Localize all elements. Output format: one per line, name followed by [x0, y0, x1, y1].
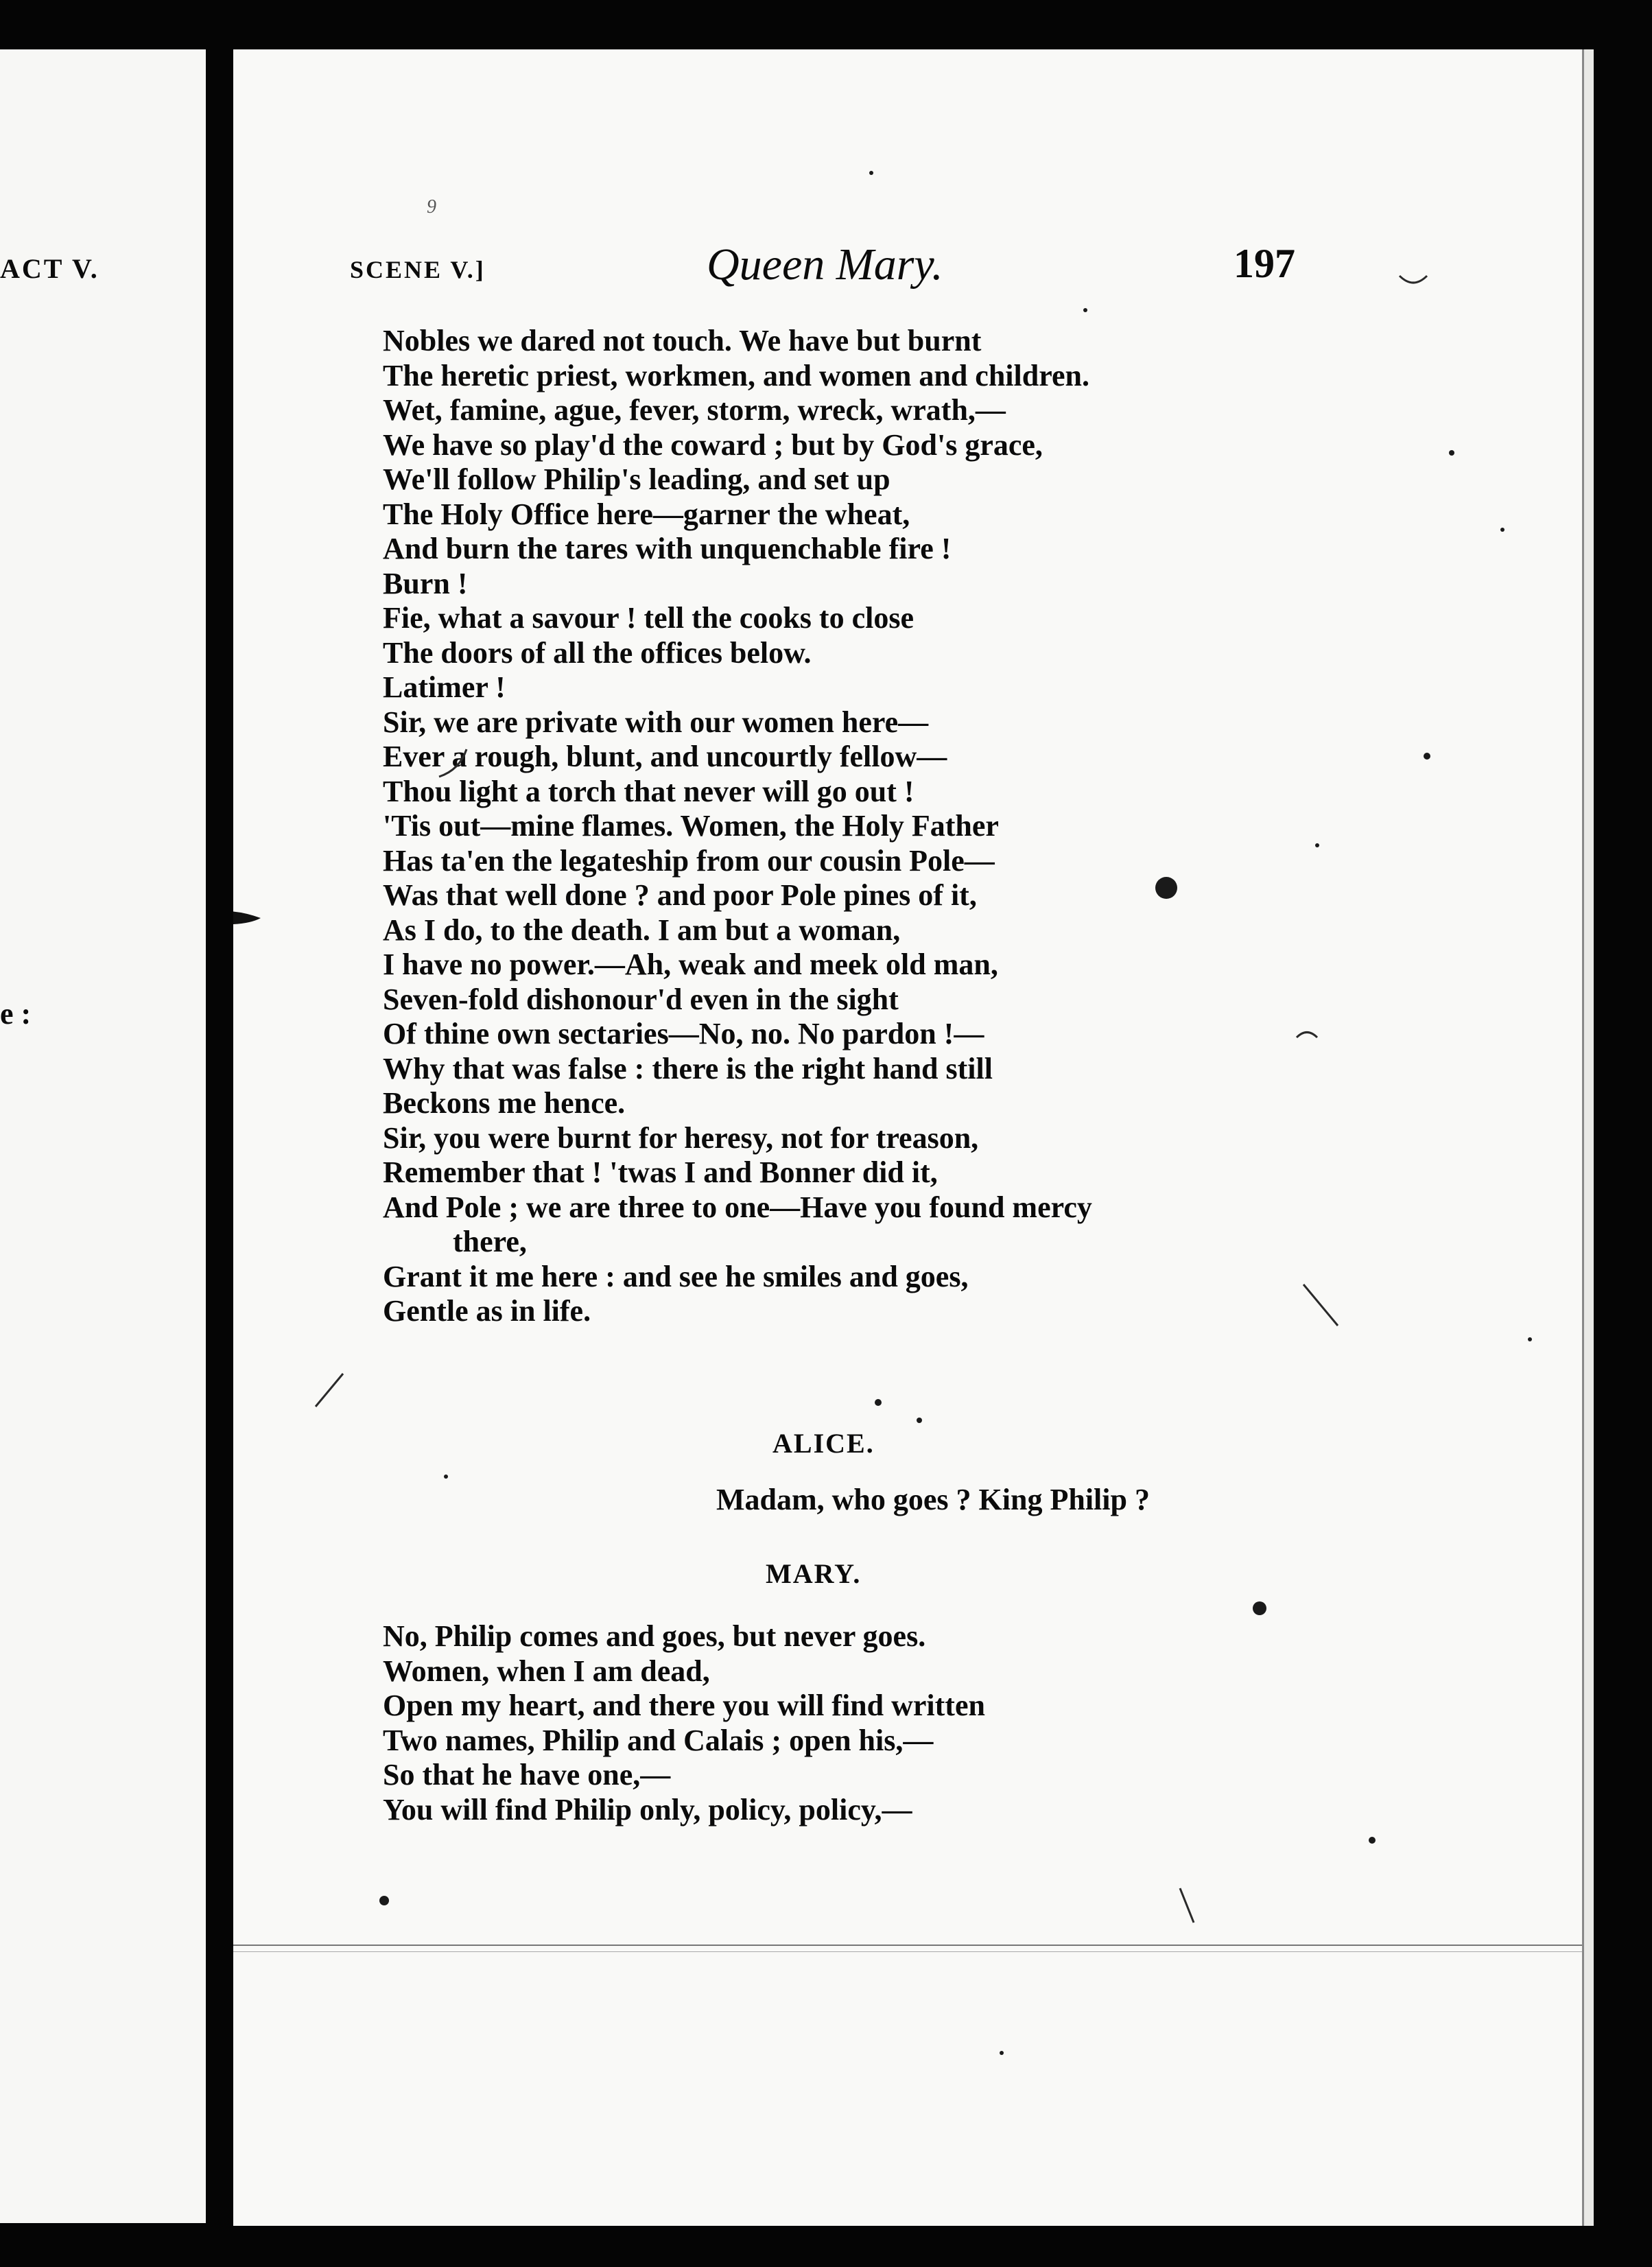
- running-head-scene: SCENE V.]: [350, 256, 486, 283]
- verse-line: Was that well done ? and poor Pole pines of it,: [383, 878, 977, 912]
- verse-line: Grant it me here : and see he smiles and goes,: [383, 1259, 969, 1293]
- verse-line: Seven-fold dishonour'd even in the sight: [383, 982, 899, 1016]
- verse-line: Ever a rough, blunt, and uncourtly fellow—: [383, 740, 947, 773]
- page-fold-line-shadow: [233, 1951, 1582, 1952]
- verse-line: Why that was false : there is the right hand still: [383, 1051, 993, 1085]
- verse-line: Sir, we are private with our women here—: [383, 705, 929, 739]
- verse-line: Wet, famine, ague, fever, storm, wreck, wrath,—: [383, 393, 1006, 427]
- verse-line-continuation: there,: [453, 1225, 527, 1258]
- verse-line: Thou light a torch that never will go out !: [383, 774, 914, 808]
- verse-line: Sir, you were burnt for heresy, not for treason,: [383, 1120, 979, 1155]
- verse-line: I have no power.—Ah, weak and meek old man,: [383, 948, 998, 981]
- page-edge: [1582, 49, 1594, 2226]
- verse-line: Beckons me hence.: [383, 1086, 626, 1120]
- book-page: [233, 49, 1582, 2226]
- verse-line: And burn the tares with unquenchable fire !: [383, 532, 952, 565]
- verse-line: You will find Philip only, policy, policy,—: [383, 1792, 912, 1826]
- verse-line: Nobles we dared not touch. We have but burnt: [383, 324, 982, 357]
- alice-speech-line: Madam, who goes ? King Philip ?: [716, 1483, 1150, 1516]
- verse-line: The Holy Office here—garner the wheat,: [383, 497, 910, 531]
- verse-line: The doors of all the offices below.: [383, 635, 812, 670]
- verse-line: And Pole ; we are three to one—Have you found mercy: [383, 1190, 1092, 1224]
- verse-line: We have so play'd the coward ; but by God's grace,: [383, 427, 1043, 462]
- pencil-mark: 9: [427, 196, 436, 218]
- verse-line: Burn !: [383, 566, 468, 600]
- page-fold-line: [233, 1945, 1582, 1946]
- verse-line: 'Tis out—mine flames. Women, the Holy Father: [383, 809, 999, 843]
- speaker-name-alice: ALICE.: [772, 1428, 875, 1459]
- verse-block-1: [383, 324, 1092, 1329]
- verse-line: Of thine own sectaries—No, no. No pardon !—: [383, 1017, 984, 1050]
- verse-line: Latimer !: [383, 670, 506, 704]
- verse-line: The heretic priest, workmen, and women and children.: [383, 358, 1089, 392]
- left-page-text-fragment: e :: [0, 997, 32, 1031]
- verse-line: Fie, what a savour ! tell the cooks to close: [383, 601, 914, 635]
- verse-line: Has ta'en the legateship from our cousin Pole—: [383, 843, 995, 878]
- verse-line: No, Philip comes and goes, but never goes.: [383, 1619, 926, 1653]
- verse-line: Two names, Philip and Calais ; open his,—: [383, 1723, 934, 1757]
- speaker-name-mary: MARY.: [766, 1558, 862, 1589]
- verse-block-2: [383, 1619, 985, 1827]
- verse-line: As I do, to the death. I am but a woman,: [383, 913, 901, 947]
- verse-line: Remember that ! 'twas I and Bonner did it,: [383, 1155, 938, 1189]
- page-number: 197: [1234, 241, 1295, 286]
- verse-line: We'll follow Philip's leading, and set up: [383, 462, 890, 496]
- verse-line: Gentle as in life.: [383, 1294, 591, 1328]
- verse-line: So that he have one,—: [383, 1758, 671, 1792]
- left-page-fragment: [0, 49, 206, 2223]
- left-page-header: ACT V.: [0, 253, 99, 284]
- running-head-title: Queen Mary.: [707, 239, 943, 290]
- verse-line: Open my heart, and there you will find written: [383, 1689, 985, 1722]
- verse-line: Women, when I am dead,: [383, 1654, 710, 1688]
